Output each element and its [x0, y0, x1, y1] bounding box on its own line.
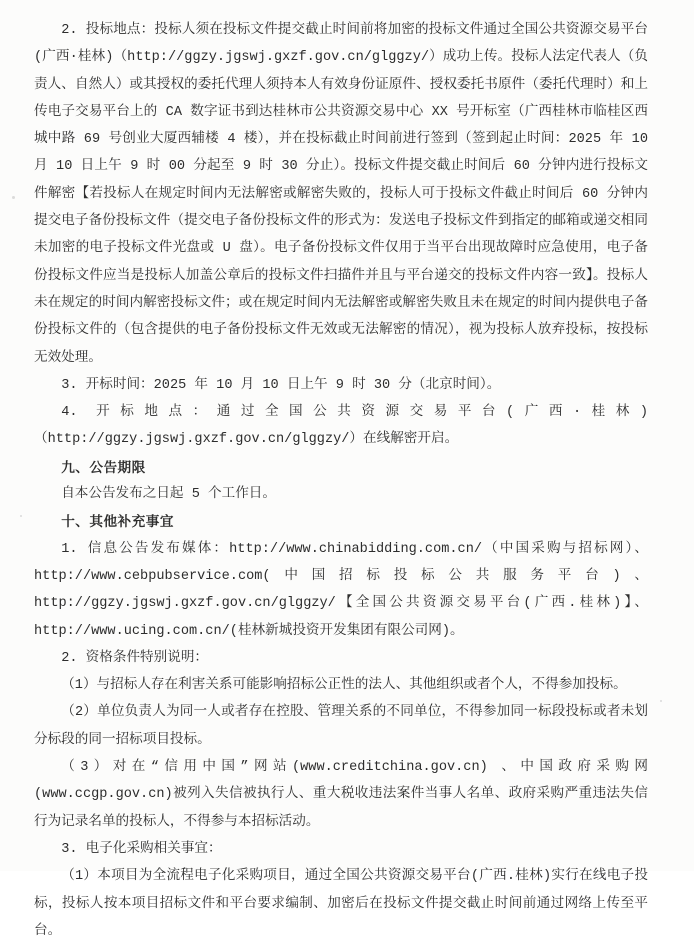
paragraph: 2. 资格条件特别说明：	[61, 650, 209, 666]
paragraph: 3. 电子化采购相关事宜：	[61, 841, 222, 857]
paragraph: 3. 开标时间：2025 年 10 月 10 日上午 9 时 30 分（北京时间）。	[61, 377, 501, 393]
paragraph: （3）对在“信用中国”网站(www.creditchina.gov.cn) 、中国政府采购网(www.ccgp.gov.cn)被列入失信被执行人、重大税收违法案件当事人名单、政府采购严重违法失信行为记录名单的投标人，不得参与本招标活动。	[34, 760, 648, 830]
section-heading: 九、公告期限	[61, 459, 146, 475]
paragraph: （1）与招标人存在利害关系可能影响招标公正性的法人、其他组织或者个人，不得参加投标。	[61, 678, 627, 694]
scan-speckle	[660, 700, 662, 702]
paragraph: 自本公告发布之日起 5 个工作日。	[61, 487, 276, 503]
paragraph: 1. 信息公告发布媒体：http://www.chinabidding.com.cn/（中国采购与招标网）、http://www.cebpubservice.com(中国招标投标公共服务平台)、http://ggzy.jgswj.gxzf.gov.cn/glggzy/【全国公共资源交易平台(广西.桂林)】、http://www.ucing.com.cn/(桂林新城投资开发集团有限公司网)。	[34, 541, 648, 639]
scan-speckle	[20, 515, 22, 517]
section-heading: 十、其他补充事宜	[61, 514, 174, 530]
paragraph: （2）单位负责人为同一人或者存在控股、管理关系的不同单位，不得参加同一标段投标或者未划分标段的同一招标项目投标。	[34, 705, 648, 748]
scan-speckle	[571, 333, 574, 336]
paragraph: 4. 开标地点：通过全国公共资源交易平台(广西·桂林)（http://ggzy.jgswj.gxzf.gov.cn/glggzy/）在线解密开启。	[34, 405, 648, 448]
scan-speckle	[12, 196, 15, 199]
document-body	[34, 17, 648, 945]
paragraph: （1）本项目为全流程电子化采购项目，通过全国公共资源交易平台(广西.桂林)实行在线电子投标，投标人按本项目招标文件和平台要求编制、加密后在投标文件提交截止时间前通过网络上传至平台。	[34, 869, 648, 939]
paragraph: 2. 投标地点：投标人须在投标文件提交截止时间前将加密的投标文件通过全国公共资源交易平台(广西·桂林)（http://ggzy.jgswj.gxzf.gov.cn/glggzy/）成功上传。投标人法定代表人（负责人、自然人）或其授权的委托代理人须持本人有效身份证原件、授权委托书原件（委托代理时）和上传电子交易平台上的 CA 数字证书到达桂林市公共资源交易中心 XX 号开标室（广西桂林市临桂区西城中路 69 号创业大厦西辅楼 4 楼），并在投标截止时间前进行签到（签到起止时间：2025 年 10 月 10 日上午 9 时 00 分起至 9 时 30 分止）。投标文件提交截止时间后 60 分钟内进行投标文件解密【若投标人在规定时间内无法解密或解密失败的，投标人可于投标文件截止时间后 60 分钟内提交电子备份投标文件（提交电子备份投标文件的形式为：发送电子投标文件到指定的邮箱或递交相同未加密的电子投标文件光盘或 U 盘）。电子备份投标文件仅用于当平台出现故障时应急使用，电子备份投标文件应当是投标人加盖公章后的投标文件扫描件并且与平台递交的投标文件内容一致】。投标人未在规定的时间内解密投标文件；或在规定时间内无法解密或解密失败且未在规定的时间内提供电子备份投标文件的（包含提供的电子备份投标文件无效或无法解密的情况），视为投标人放弃投标，按投标无效处理。	[34, 23, 648, 366]
